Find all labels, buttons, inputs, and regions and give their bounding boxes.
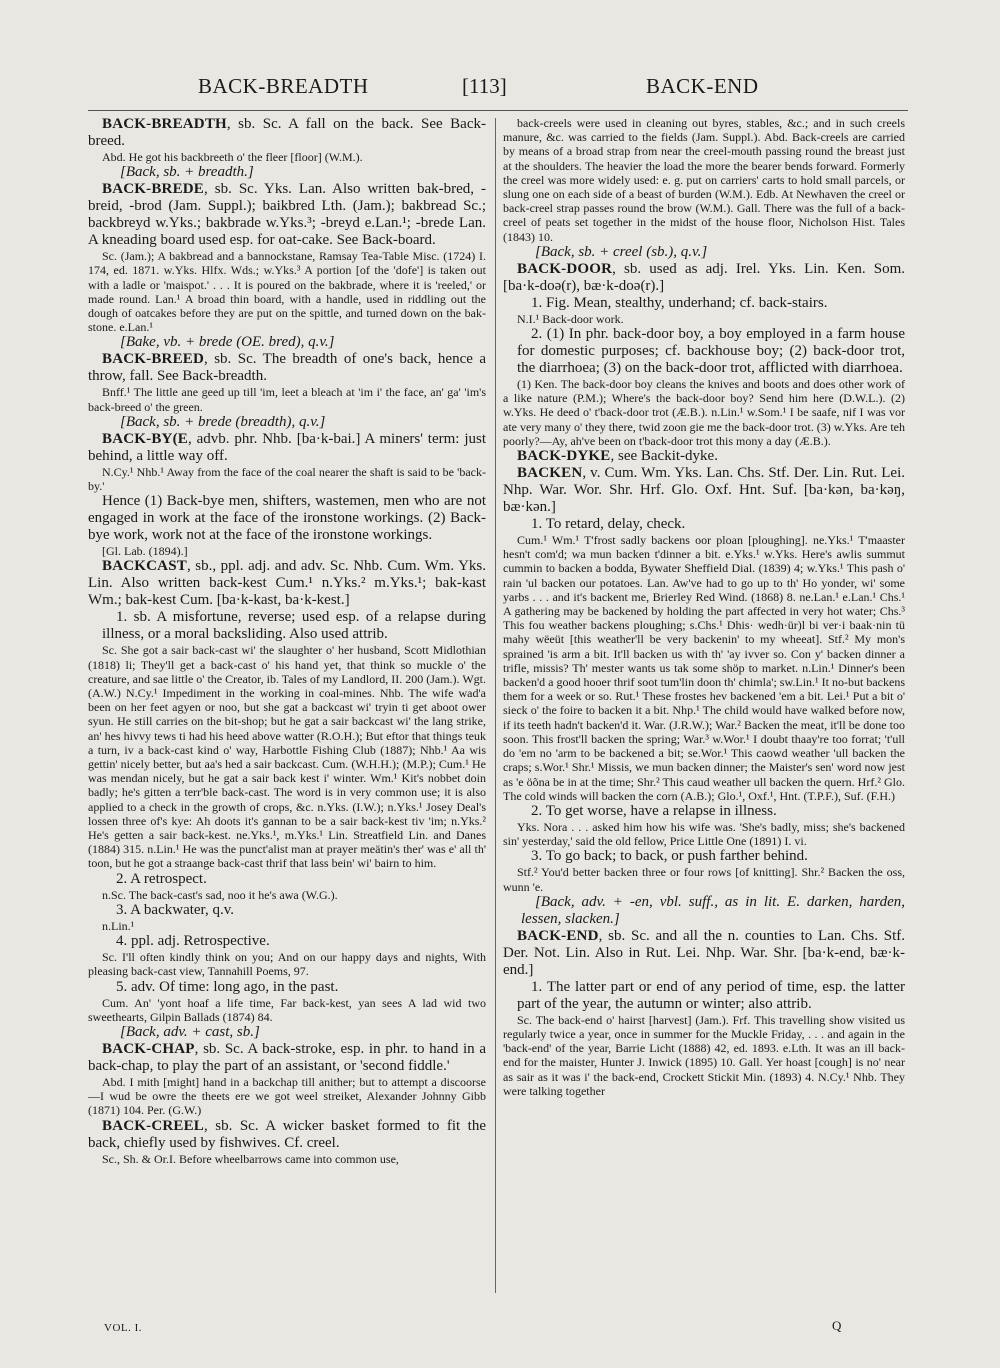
- entry-quote: Sc. I'll often kindly think on you; And on our happy days and nights, With pleasing back-cast view, Tannahill Poems, 97.: [88, 950, 486, 979]
- entry-main: BACK-END, sb. Sc. and all the n. counties to Lan. Chs. Stf. Der. Not. Lin. Also in Rut. Lei. Nhp. War. Shr. [ba·k-end, bæ·k-end.]: [503, 927, 905, 978]
- entry-main: BACK-BREDE, sb. Sc. Yks. Lan. Also written bak-bred, -breid, -brod (Jam. Suppl.); baikbred Lth. (Jam.); bakbread Sc.; backbreyd w.Yks.; bakbrade w.Yks.³; -breyd e.Lan.¹; -brede Lan. A kneading board used esp. for oat-cake. See Back-board.: [88, 181, 486, 249]
- entry-quote: Abd. He got his backbreeth o' the fleer [floor] (W.M.).: [102, 150, 363, 164]
- headword: BACK-BREDE: [102, 181, 205, 198]
- entry-main: BACK-CHAP, sb. Sc. A back-stroke, esp. in phr. to hand in a back-chap, to play the part of an assistant, or 'second fiddle.': [88, 1040, 486, 1074]
- right-column: [503, 116, 905, 1288]
- entry-ety: [Back, sb. + brede (breadth), q.v.]: [120, 413, 326, 430]
- headword: BACK-CREEL: [102, 1117, 205, 1134]
- entry-sense: 4. ppl. adj. Retrospective.: [116, 933, 270, 950]
- page-number: [113]: [462, 74, 507, 98]
- signature-mark: Q: [832, 1318, 842, 1333]
- headword: BACK-END: [517, 927, 599, 944]
- running-head: [0, 74, 1000, 110]
- entry-quote: n.Sc. The back-cast's sad, noo it he's awa (W.G.).: [102, 887, 338, 902]
- entry-quote: back-creels were used in cleaning out byres, stables, &c.; and in such creels manure, &c. was carried to the fields (Jam. Suppl.). Abd. Back-creels are carried by means of a broad strap from near the creel-mouth passing round the breast just at the shoulders. The heavier the load the more the bearer bends forward. Formerly the creel was more widely used: e. g. put on carriers' carts to hold small parcels, or slung one on each side of a beast of burden (W.M.). Edb. At Newhaven the creel or back-creel strap passes round the brow (W.M.). Gall. There was the full of a back-creel of peats set together in the midst of the house floor, Nicholson Hist. Tales (1843) 10.: [503, 116, 905, 244]
- column-divider: [495, 118, 496, 1293]
- headword: BACK-BREED: [102, 351, 205, 368]
- entry-main: BACK-DOOR, sb. used as adj. Irel. Yks. Lin. Ken. Som. [ba·k-doə(r), bæ·k-doə(r).]: [503, 260, 905, 294]
- entry-sense: 1. sb. A misfortune, reverse; used esp. of a relapse during illness, or a moral backsliding. Also used attrib.: [102, 609, 486, 643]
- entry-ety: [Back, sb. + breadth.]: [120, 164, 254, 181]
- entry-quote: n.Lin.¹: [102, 918, 135, 933]
- entry-main: BACKCAST, sb., ppl. adj. and adv. Sc. Nhb. Cum. Wm. Yks. Lin. Also written back-kest Cum.¹ n.Yks.² m.Yks.¹; bak-kast Wm.; bak-kest Cum. [ba·k-kast, ba·k-kest.]: [88, 558, 486, 609]
- entry-main: BACK-DYKE, see Backit-dyke.: [517, 448, 718, 465]
- entry-main: BACK-BY(E, advb. phr. Nhb. [ba·k-bai.] A miners' term: just behind, a little way off.: [88, 430, 486, 464]
- headword: BACK-DYKE: [517, 448, 611, 465]
- entry-ety: [Back, sb. + creel (sb.), q.v.]: [535, 243, 708, 260]
- entry-quote: Sc. The back-end o' hairst [harvest] (Jam.). Frf. This travelling show visited us regularly twice a year, once in summer for the Muckle Friday, . . . and again in the 'back-end' of the year, Barrie Licht (1888) 42, ed. 1893. e.Lth. It was an ill back-end for the maister, Hunter J. Inwick (1895) 10. Gall. Yer hoast [cough] is no' near as sair as it was i' the back-end, Crockett Stickit Min. (1893) 4. N.Cy.¹ Nhb. They were talking together: [503, 1012, 905, 1098]
- headword: BACK-BY(E: [102, 430, 188, 447]
- headword: BACK-DOOR: [517, 260, 613, 277]
- entry-sense: 2. A retrospect.: [116, 870, 207, 887]
- entry-sense: 2. To get worse, have a relapse in illness.: [531, 802, 777, 819]
- entry-quote: Yks. Nora . . . asked him how his wife was. 'She's badly, miss; she's backened sin' yesterday,' said the old fellow, Price Little One (1891) I. vi.: [503, 819, 905, 849]
- entry-quote: Sc. (Jam.); A bakbread and a bannockstane, Ramsay Tea-Table Misc. (1724) I. 174, ed. 1871. w.Yks. Hlfx. Wds.; w.Yks.³ A portion [of the 'dofe'] is taken out with a ladle or 'maispot.' . . . It is poured on the bakbrade, where it is 'reeled,' or made round. Lan.¹ A broad thin board, with a handle, used in riddling out the dough of oatcakes before they are put on the spittle, and turned down on the bak-stone. e.Lan.¹: [88, 249, 486, 335]
- entry-quote: N.Cy.¹ Nhb.¹ Away from the face of the coal nearer the shaft is said to be 'back-by.': [88, 464, 486, 494]
- headword: BACKCAST: [102, 558, 187, 575]
- entry-sense: 3. A backwater, q.v.: [116, 901, 234, 918]
- headword: BACK-BREADTH: [102, 116, 227, 132]
- entry-quote: Cum.¹ Wm.¹ T'frost sadly backens oor ploan [ploughing]. ne.Yks.¹ T'maaster hesn't com'd; wa mun backen t'dinner a bit. e.Yks.¹ w.Yks. Here's awlis summut cummin to backen a bodda, Bywater Sheffield Dial. (1839) 4; w.Yks.¹ This pash o' rain 'ul backen our potatoes. Lan. Aw've had to go up to th' Ho yonder, wi' some yarbs . . . and it's backent me, Brierley Red Wind. (1868) 8. ne.Lan.¹ e.Lan.¹ Chs.¹ A gathering may be backened by holding the part affected in very hot water; Chs.³ This fou weather backens ploughing; s.Chs.¹ Dhis· wedh·ür)l bi ver·i baak·nin tü mahy wëeüt [this weather'll be very backenin' to my wheeat]. Stf.² My mon's sprained 'is arm a bit. It'll backen us with th' 'ay ivver so. Con y' backen dinner a trifle, missis? Th' mester wants us tak some shöp to market. n.Lin.¹ Dinner's been backen'd a good hooer thrif soot tum'lin doon th' chimla'; sw.Lin.¹ It no-but backens them for a week or so. Rut.¹ These frostes hev backened 'em a bit. Lei.¹ Put a bit o' sieck o' the foire to backen it a bit. Nhp.¹ The child would have walked before now, if its teeth hadn't backen'd it. War. (J.R.W.); War.² Backen the meat, it'll be done too soon. This frost'll backen the spring; War.³ w.Wor.¹ I doubt thaay're too forrat; 't'ull do 'em no 'arm to be backened a bit; se.Wor.¹ This caowd weather 'ull backen the craps; s.Wor.¹ Shr.¹ Missis, we mun backen dinner; the Maister's sen' word now jest as 'e öõna be in at the time; Shr.² This caud weather ull backen the quern. Hrf.² Glo. The cold winds will backen the corn (A.B.); Glo.¹, Oxf.¹, Hnt. (T.P.F.), Suf. (F.H.): [503, 533, 905, 803]
- entry-sense: 5. adv. Of time: long ago, in the past.: [116, 978, 339, 995]
- entry-quote: Abd. I mith [might] hand in a backchap till anither; but to attempt a discoorse—I wud be owre the theets ere we got weel streiket, Alexander Johnny Gibb (1871) 104. Per. (G.W.): [88, 1074, 486, 1118]
- entry-main: Hence (1) Back-bye men, shifters, wastemen, men who are not engaged in work at the face of the ironstone workings. (2) Back-bye work, work not at the face of the ironstone workings.: [88, 493, 486, 544]
- headword: BACK-CHAP: [102, 1040, 195, 1057]
- entry-quote: Bnff.¹ The little ane geed up till 'im, leet a bleach at 'im i' the face, an' ga' 'im's back-breed o' the green.: [88, 385, 486, 414]
- entry-quote: Cum. An' 'yont hoaf a life time, Far back-kest, yan sees A lad wid two sweethearts, Gilpin Ballads (1874) 84.: [88, 995, 486, 1024]
- entry-quote: Sc., Sh. & Or.I. Before wheelbarrows came into common use,: [102, 1151, 399, 1166]
- entry-main: BACK-CREEL, sb. Sc. A wicker basket formed to fit the back, chiefly used by fishwives. Cf. creel.: [88, 1117, 486, 1151]
- volume-label: VOL. I.: [104, 1322, 143, 1334]
- entry-sense: 1. To retard, delay, check.: [531, 516, 686, 533]
- entry-main: BACK-BREED, sb. Sc. The breadth of one's back, hence a throw, fall. See Back-breadth.: [88, 351, 486, 385]
- entry-main: BACK-BREADTH, sb. Sc. A fall on the back. See Back-breed.: [88, 116, 486, 149]
- entry-main: BACKEN, v. Cum. Wm. Yks. Lan. Chs. Stf. Der. Lin. Rut. Lei. Nhp. War. Wor. Shr. Hrf. Glo. Oxf. Hnt. Suf. [ba·kən, ba·kəŋ, bæ·kən.]: [503, 465, 905, 516]
- entry-ety: [Bake, vb. + brede (OE. bred), q.v.]: [120, 334, 335, 351]
- entry-ety: [Back, adv. + cast, sb.]: [120, 1023, 260, 1040]
- running-head-right: BACK-END: [646, 74, 759, 98]
- entry-sense: 1. Fig. Mean, stealthy, underhand; cf. back-stairs.: [531, 294, 828, 311]
- entry-sense: 1. The latter part or end of any period of time, esp. the latter part of the year, the autumn or winter; also attrib.: [517, 978, 905, 1012]
- entry-quote: N.I.¹ Back-door work.: [517, 311, 624, 326]
- entry-quote: (1) Ken. The back-door boy cleans the knives and boots and does other work of a like nature (P.M.); Where's the back-door boy? Send him here (D.W.L.). (2) w.Yks. He deed o' t'back-door trot (Æ.B.). n.Lin.¹ w.Som.¹ I be saafe, nif I was vor ate very many o' they there, twid zoon gie me the back-door trot. (3) w.Yks. Are teh poorly?—Ay, ah've been on t'back-door trot this mony a day (Æ.B.).: [503, 377, 905, 448]
- entry-quote: Stf.² You'd better backen three or four rows [of knitting]. Shr.² Backen the oss, wunn 'e.: [503, 865, 905, 894]
- entry-quote: Sc. She got a sair back-cast wi' the slaughter o' her husband, Scott Midlothian (1818) li; They'll get a back-cast o' his hand yet, that think so muckle o' the creature, and sae little o' the Creator, ib. Tales of my Landlord, II. 200 (Jam.). Wgt. (A.W.) N.Cy.¹ Impediment in the working in coal-mines. Nhb. The wife wad'a been on her feet agyen or noo, but she gat a backcast wi' tryin ti get aboot ower syun. He still carries on the bit-shop; but he gat a sair backcast wi' the lang strike, an' hes hivvy tews ti had his heed above watter (R.O.H.); But eftor that things teuk a turn, iv a back-cast kind o' way, Harbottle Fishing Club (1887); Nhb.¹ Aa wis gettin' nicely better, but aa's hed a sair backcast. Cum. (W.H.H.); (M.P.); Cum.¹ He was mendan nicely, but he gat a sair back kest i' winter. Wm.¹ Kit's nobbet doin badly; he's gitten a terr'ble back-cast. The word is in very common use; it is also applied to a check in the growth of crops, &c. n.Yks. (I.W.); n.Yks.¹ Josey Deal's lossen three of's kye: Ah doots it's gannan to be a sair back-kest tiv 'im; n.Yks.² He's getten a sair back-kest. ne.Yks.¹, m.Yks.¹ Lin. Streatfield Lin. and Danes (1884) 315. n.Lin.¹ He was the punct'alist man at prayer meätin's ther' was e' all th' toon, but he got a straange back-cast thrif that lass bein' wi' bairn to him.: [88, 643, 486, 871]
- header-rule: [88, 110, 908, 111]
- entry-sense: 2. (1) In phr. back-door boy, a boy employed in a farm house for domestic purposes; cf. backhouse boy; (2) back-door trot, the diarrhoea; (3) on the back-door trot, afflicted with diarrhoea.: [517, 326, 905, 377]
- entry-ety: [Back, adv. + -en, vbl. suff., as in lit. E. darken, harden, lessen, slacken.]: [521, 893, 905, 927]
- entry-sense: 3. To go back; to back, or push farther behind.: [531, 848, 808, 865]
- entry-quote: [Gl. Lab. (1894).]: [102, 544, 188, 559]
- headword: BACKEN: [517, 465, 583, 482]
- left-column: [88, 116, 486, 1316]
- running-head-left: BACK-BREADTH: [198, 74, 369, 98]
